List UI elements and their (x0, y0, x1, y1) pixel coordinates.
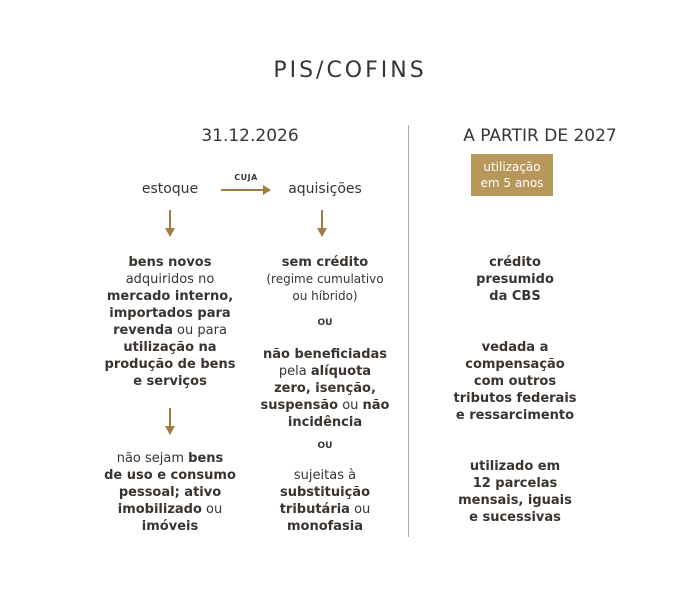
text-regular: ou (201, 502, 223, 517)
column-divider (408, 125, 409, 537)
compensation-text (440, 339, 590, 424)
text-bold: bens novos (128, 255, 212, 270)
text-regular: pela (278, 364, 311, 379)
text-line: tributos federais (453, 391, 577, 406)
substitution-description (250, 467, 400, 535)
text-regular: ou (349, 502, 371, 517)
goods-description (95, 254, 245, 390)
down-arrow-icon (163, 408, 177, 436)
text-regular: sujeitas à (293, 468, 357, 483)
text-line: vedada a (481, 340, 549, 355)
text-bold: imóveis (141, 519, 199, 534)
right-heading: A PARTIR DE 2027 (463, 126, 617, 146)
text-bold: utilização na (123, 340, 217, 355)
text-line: utilizado em (469, 459, 561, 474)
text-bold: monofasia (286, 519, 364, 534)
text-bold: mercado interno, (106, 289, 234, 304)
or-separator: OU (317, 318, 333, 328)
badge-line-1: utilização (483, 160, 541, 174)
text-bold: não (362, 398, 390, 413)
text-regular: ou para (172, 323, 227, 338)
text-bold: e serviços (133, 374, 207, 389)
page-title: PIS/COFINS (273, 58, 427, 83)
acquisitions-label: aquisições (288, 181, 362, 197)
text-regular: (regime cumulativo (266, 272, 384, 286)
text-bold: suspensão (260, 398, 339, 413)
text-regular: ou (338, 398, 363, 413)
text-bold: imobilizado (117, 502, 202, 517)
exclusion-description (95, 450, 245, 535)
stock-label: estoque (141, 181, 199, 197)
usage-badge (471, 154, 553, 196)
text-line: crédito (489, 255, 541, 270)
text-line: compensação (465, 357, 565, 372)
badge-line-2: em 5 anos (480, 176, 544, 190)
text-regular: ou híbrido) (292, 289, 358, 303)
text-line: mensais, iguais (458, 493, 572, 508)
text-line: da CBS (489, 289, 541, 304)
no-credit-description (250, 254, 400, 305)
installments-text (440, 458, 590, 526)
or-separator: OU (317, 441, 333, 451)
text-line: com outros (473, 374, 557, 389)
text-line: e ressarcimento (455, 408, 575, 423)
connector-label: CUJA (234, 173, 258, 182)
text-bold: zero, isenção, (274, 381, 376, 396)
text-regular: adquiridos no (125, 272, 215, 287)
text-bold: de uso e consumo (104, 468, 236, 483)
text-bold: alíquota (310, 364, 372, 379)
down-arrow-icon (163, 210, 177, 238)
text-line: presumido (476, 272, 554, 287)
text-bold: produção de bens (104, 357, 236, 372)
text-bold: tributária (279, 502, 350, 517)
text-line: e sucessivas (469, 510, 561, 525)
text-regular: não sejam (116, 451, 189, 466)
text-bold: importados para (109, 306, 231, 321)
date-heading: 31.12.2026 (201, 126, 299, 146)
text-bold: pessoal; ativo (118, 485, 222, 500)
text-bold: sem crédito (281, 255, 369, 270)
text-bold: substituição (279, 485, 371, 500)
text-bold: revenda (113, 323, 173, 338)
text-bold: bens (188, 451, 224, 466)
not-benefited-description (250, 346, 400, 431)
presumed-credit-text (440, 254, 590, 305)
down-arrow-icon (315, 210, 329, 238)
text-line: 12 parcelas (472, 476, 558, 491)
text-bold: não beneficiadas (262, 347, 388, 362)
right-arrow-icon (219, 183, 273, 197)
text-bold: incidência (287, 415, 363, 430)
